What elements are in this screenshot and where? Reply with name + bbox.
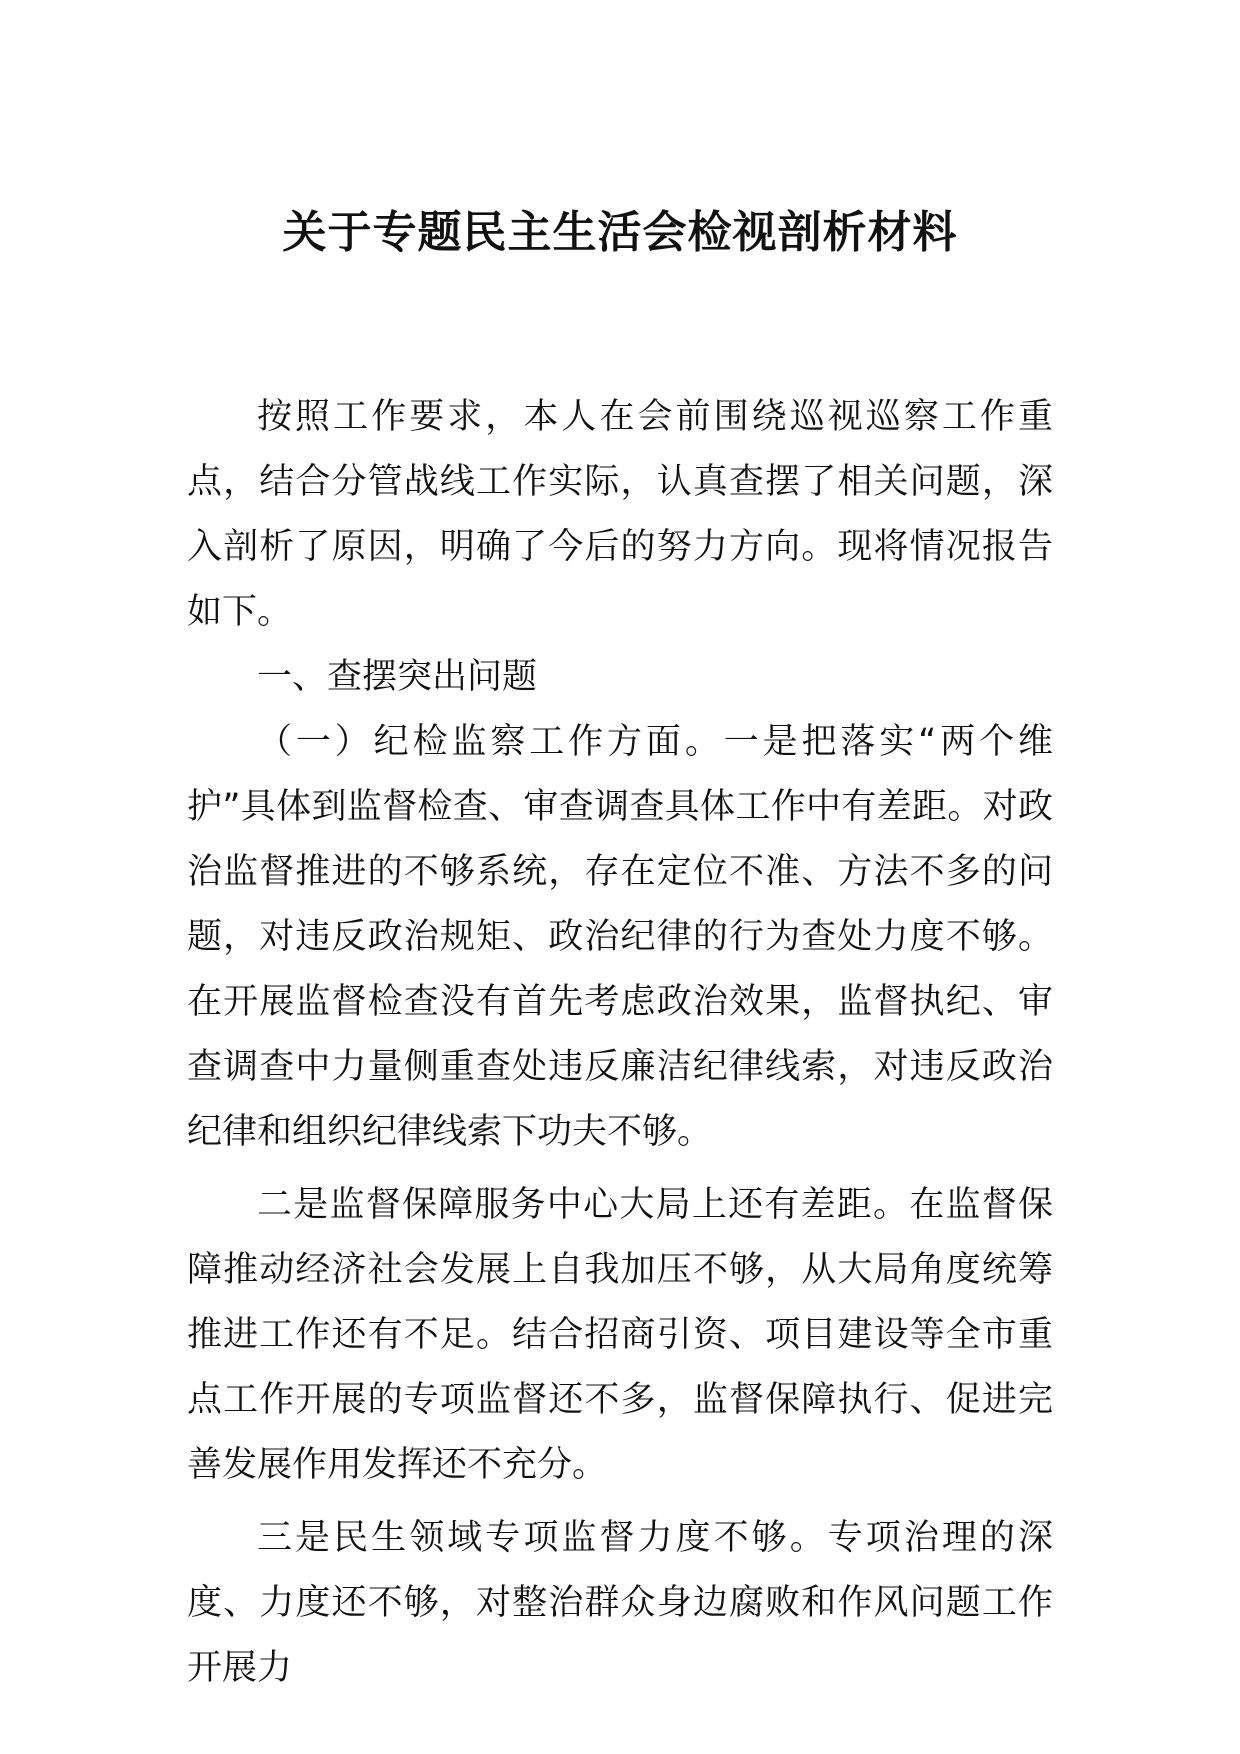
document-body: [187, 385, 1053, 1701]
paragraph-item-3: 三是民生领域专项监督力度不够。专项治理的深度、力度还不够，对整治群众身边腐败和作风问题工作开展力: [187, 1518, 1053, 1688]
paragraph-item-1: （一）纪检监察工作方面。一是把落实“两个维护”具体到监督检查、审查调查具体工作中有差距。对政治监督推进的不够系统，存在定位不准、方法不多的问题，对违反政治规矩、政治纪律的行为查处力度不够。在开展监督检查没有首先考虑政治效果，监督执纪、审查调查中力量侧重查处违反廉洁纪律线索，对违反政治纪律和组织纪律线索下功夫不够。: [187, 722, 1053, 1152]
section-heading: 一、查摆突出问题: [257, 657, 538, 697]
paragraph-intro: 按照工作要求，本人在会前围绕巡视巡察工作重点，结合分管战线工作实际，认真查摆了相关问题，深入剖析了原因，明确了今后的努力方向。现将情况报告如下。: [187, 397, 1053, 632]
paragraph-item-2: 二是监督保障服务中心大局上还有差距。在监督保障推动经济社会发展上自我加压不够，从大局角度统筹推进工作还有不足。结合招商引资、项目建设等全市重点工作开展的专项监督还不多，监督保障执行、促进完善发展作用发挥还不充分。: [187, 1185, 1053, 1485]
document-title: 关于专题民主生活会检视剖析材料: [282, 207, 958, 258]
